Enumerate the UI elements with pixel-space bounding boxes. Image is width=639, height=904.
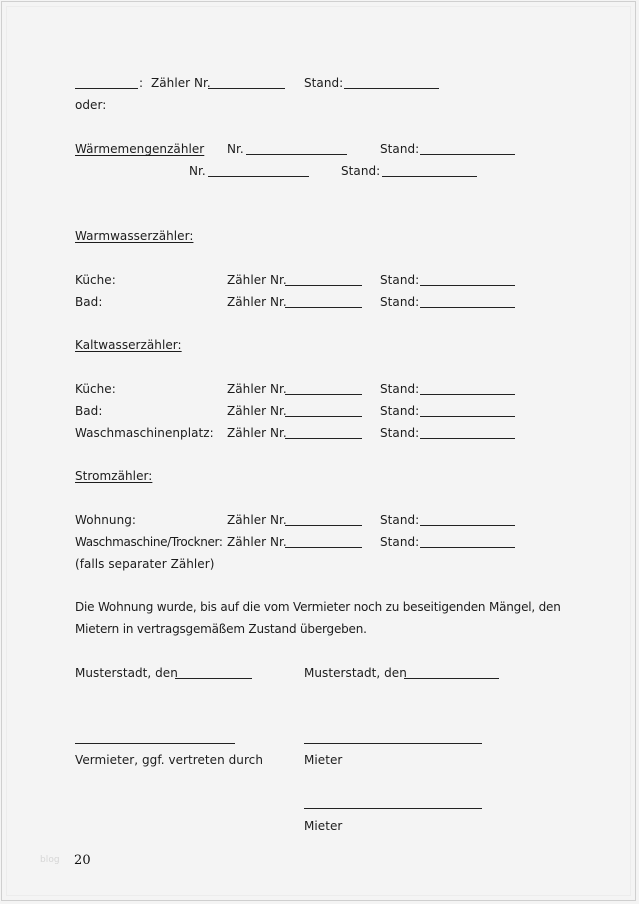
kaltwasser-bad-zaehler-blank[interactable] [285,416,362,417]
warmwasser-row-stand-label: Stand: [380,295,420,309]
strom-title: Stromzähler: [75,469,153,483]
intro-zaehler-blank[interactable] [208,88,285,89]
place-date-left-label: Musterstadt, den [75,666,178,680]
warmwasser-row-stand-label: Stand: [380,273,420,287]
waerme-stand-blank-2[interactable] [382,176,477,177]
kaltwasser-row-stand-label: Stand: [380,426,420,440]
landlord-signature-label: Vermieter, ggf. vertreten durch [75,753,263,767]
place-date-right-label: Musterstadt, den [304,666,407,680]
kaltwasser-row-label: Waschmaschinenplatz: [75,426,214,440]
kaltwasser-row-zaehler-label: Zähler Nr. [227,382,287,396]
strom-note: (falls separater Zähler) [75,557,215,571]
tenant-signature-line-1[interactable] [304,743,482,744]
warmwasser-row-label: Küche: [75,273,116,287]
waermemengenzaehler-title: Wärmemengenzähler [75,142,205,156]
strom-row-stand-label: Stand: [380,535,420,549]
strom-waschmaschine-stand-blank[interactable] [420,547,515,548]
warmwasser-kueche-stand-blank[interactable] [420,285,515,286]
statement-line-2: Mietern in vertragsgemäßem Zustand übergeben. [75,622,367,636]
kaltwasser-row-stand-label: Stand: [380,382,420,396]
kaltwasser-waschmaschinenplatz-zaehler-blank[interactable] [285,438,362,439]
waerme-stand-label-1: Stand: [380,142,420,156]
intro-colon: : [139,76,144,90]
strom-row-zaehler-label: Zähler Nr. [227,535,287,549]
intro-zaehler-label: Zähler Nr. [151,76,211,90]
strom-row-label: Waschmaschine/Trockner: [75,535,223,549]
waerme-nr-label-2: Nr. [189,164,206,178]
waerme-nr-label-1: Nr. [227,142,244,156]
meter-type-blank [75,88,138,89]
warmwasser-row-zaehler-label: Zähler Nr. [227,295,287,309]
tenant-signature-line-2[interactable] [304,808,482,809]
intro-stand-blank[interactable] [344,88,439,89]
strom-wohnung-stand-blank[interactable] [420,525,515,526]
oder-label: oder: [75,98,107,112]
kaltwasser-waschmaschinenplatz-stand-blank[interactable] [420,438,515,439]
warmwasser-row-zaehler-label: Zähler Nr. [227,273,287,287]
strom-row-stand-label: Stand: [380,513,420,527]
tenant-signature-label-2: Mieter [304,819,343,833]
landlord-signature-line[interactable] [75,743,235,744]
tenant-signature-label-1: Mieter [304,753,343,767]
watermark: blog [40,855,60,865]
waerme-nr-blank-1[interactable] [246,154,347,155]
strom-waschmaschine-zaehler-blank[interactable] [285,547,362,548]
kaltwasser-row-label: Küche: [75,382,116,396]
intro-stand-label: Stand: [304,76,344,90]
kaltwasser-row-zaehler-label: Zähler Nr. [227,426,287,440]
strom-wohnung-zaehler-blank[interactable] [285,525,362,526]
warmwasser-bad-stand-blank[interactable] [420,307,515,308]
statement-line-1: Die Wohnung wurde, bis auf die vom Vermieter noch zu beseitigenden Mängel, den [75,600,561,614]
waerme-nr-blank-2[interactable] [208,176,309,177]
kaltwasser-bad-stand-blank[interactable] [420,416,515,417]
warmwasser-kueche-zaehler-blank[interactable] [285,285,362,286]
waerme-stand-label-2: Stand: [341,164,381,178]
strom-row-label: Wohnung: [75,513,136,527]
kaltwasser-row-stand-label: Stand: [380,404,420,418]
warmwasser-bad-zaehler-blank[interactable] [285,307,362,308]
kaltwasser-row-zaehler-label: Zähler Nr. [227,404,287,418]
place-date-left-blank[interactable] [175,678,252,679]
strom-row-zaehler-label: Zähler Nr. [227,513,287,527]
waerme-stand-blank-1[interactable] [420,154,515,155]
kaltwasser-row-label: Bad: [75,404,103,418]
kaltwasser-title: Kaltwasserzähler: [75,338,182,352]
warmwasser-row-label: Bad: [75,295,103,309]
kaltwasser-kueche-zaehler-blank[interactable] [285,394,362,395]
kaltwasser-kueche-stand-blank[interactable] [420,394,515,395]
place-date-right-blank[interactable] [404,678,499,679]
warmwasser-title: Warmwasserzähler: [75,229,194,243]
page-number: 20 [74,853,91,868]
